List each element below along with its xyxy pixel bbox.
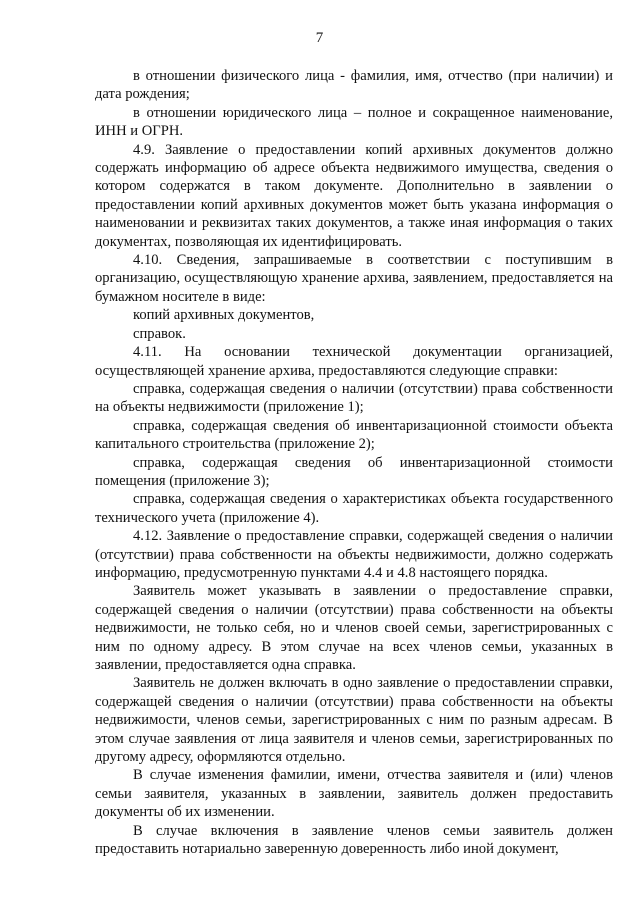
- paragraph: справка, содержащая сведения о характеристиках объекта государственного технического учета (приложение 4).: [95, 491, 613, 526]
- paragraph: справка, содержащая сведения о наличии (отсутствии) права собственности на объекты недвижимости (приложение 1);: [95, 380, 613, 416]
- document-body: [95, 67, 613, 858]
- paragraph: 4.11. На основании технической документации организацией, осуществляющей хранение архива, предоставляются следующие справки:: [95, 344, 613, 379]
- paragraph: В случае включения в заявление членов семьи заявитель должен предоставить нотариально заверенную доверенность либо иной документ,: [95, 822, 613, 858]
- paragraph: справка, содержащая сведения об инвентаризационной стоимости помещения (приложение 3);: [95, 454, 613, 489]
- paragraph: в отношении физического лица - фамилия, имя, отчество (при наличии) и дата рождения;: [95, 68, 613, 103]
- paragraph: в отношении юридического лица – полное и сокращенное наименование, ИНН и ОГРН.: [95, 104, 613, 140]
- paragraph: В случае изменения фамилии, имени, отчества заявителя и (или) членов семьи заявителя, указанных в заявлении, заявитель должен предоставить документы об их изменении.: [95, 767, 613, 821]
- paragraph: справка, содержащая сведения об инвентаризационной стоимости объекта капитального строительства (приложение 2);: [95, 417, 613, 453]
- paragraph: справок.: [133, 325, 186, 342]
- paragraph: копий архивных документов,: [133, 307, 315, 324]
- paragraph: 4.10. Сведения, запрашиваемые в соответствии с поступившим в организацию, осуществляющую хранение архива, заявлением, предоставляется на бумажном носителе в виде:: [95, 252, 613, 305]
- paragraph: 4.9. Заявление о предоставлении копий архивных документов должно содержать информацию об адресе объекта недвижимого имущества, сведения о котором содержатся в таком документе. Дополнительно в заявлении о предоставлении копий архивных документов может быть указана информация о наименовании и реквизитах таких документов, а также иная информация о таких документах, позволяющая их идентифицировать.: [95, 141, 613, 250]
- paragraph: 4.12. Заявление о предоставление справки, содержащей сведения о наличии (отсутствии) права собственности на объекты недвижимости, должно содержать информацию, предусмотренную пунктами 4.4 и 4.8 настоящего порядка.: [95, 528, 613, 581]
- page-number: 7: [315, 30, 324, 46]
- paragraph: Заявитель может указывать в заявлении о предоставление справки, содержащей сведения о наличии (отсутствии) права собственности на объекты недвижимости, не только себя, но и членов своей семьи, зарегистрированных с ним по одному адресу. В этом случае на всех членов семьи, указанных в заявлении, предоставляется одна справка.: [95, 583, 613, 673]
- paragraph: Заявитель не должен включать в одно заявление о предоставлении справки, содержащей сведения о наличии (отсутствии) права собственности на объекты недвижимости, членов семьи, зарегистрированных с ним по разным адресам. В этом случае заявления от лица заявителя и членов семьи, зарегистрированных по другому адресу, оформляются отдельно.: [95, 675, 613, 766]
